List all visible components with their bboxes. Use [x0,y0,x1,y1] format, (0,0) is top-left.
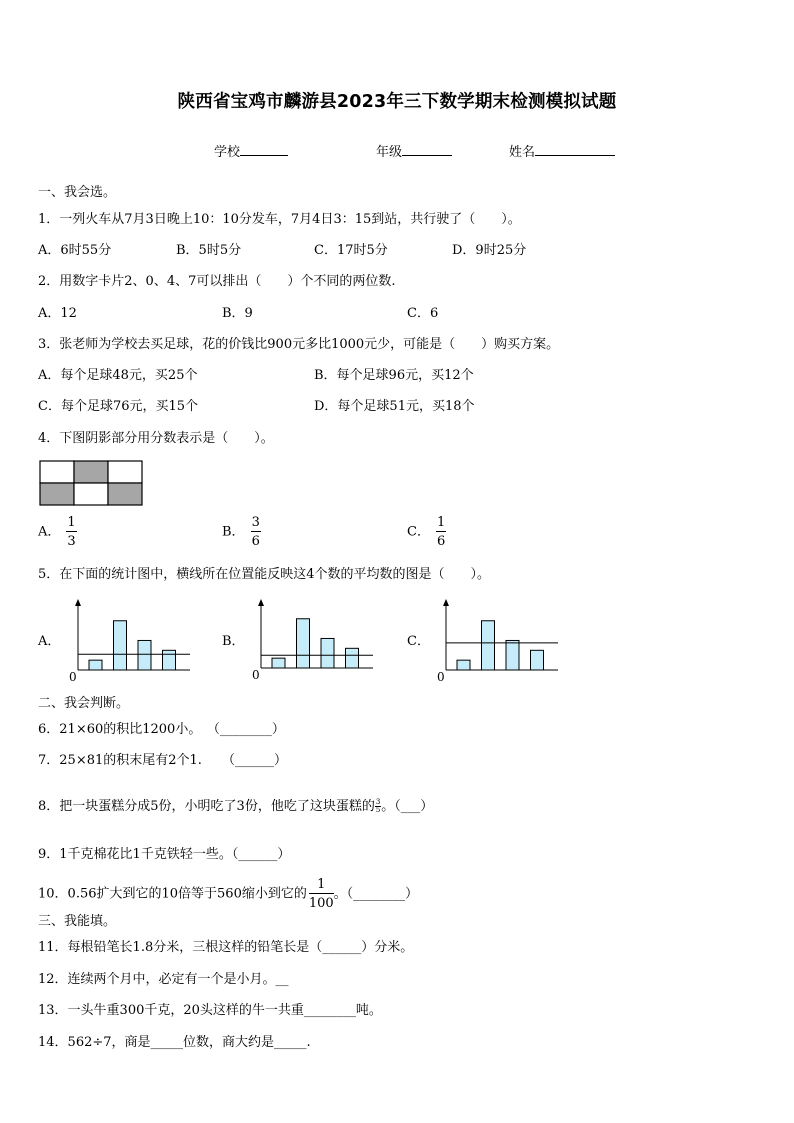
q3-option-d[interactable]: D．每个足球51元，买18个 [314,399,475,414]
q1-option-c[interactable]: C．17时5分 [314,243,388,258]
question-2: 2．用数字卡片2、0、4、7可以排出（ ）个不同的两位数. [38,274,396,289]
y-axis-arrow [75,599,81,606]
bar [482,621,495,670]
bar [138,640,151,670]
origin-label: 0 [69,670,77,682]
page-title: 陕西省宝鸡市麟游县2023年三下数学期末检测模拟试题 [177,92,617,112]
q4-b-label: B． [222,524,245,540]
grade-field[interactable] [376,141,452,160]
question-9: 9．1千克棉花比1千克铁轻一些。（______） [38,847,291,862]
q8-fraction: $\frac{3}{5}$ [375,798,381,814]
question-1: 1．一列火车从7月3日晚上10：10分发车，7月4日3：15到站，共行驶了（ ）。 [38,212,521,227]
q1-option-a[interactable]: A．6时55分 [38,243,112,258]
bar [346,648,359,668]
bar [321,638,334,668]
name-field[interactable] [509,141,615,160]
blank-cell [74,483,108,505]
q4-option-c[interactable] [407,516,446,548]
bar [163,650,176,670]
bar [114,621,127,670]
q5-option-b-label[interactable]: B． [222,634,245,649]
y-axis-arrow [443,599,449,606]
q7-answer-blank[interactable]: （______） [221,753,287,768]
question-7: 7．25×81的积末尾有2个1. （______） [38,753,287,768]
q4-c-fraction: $\frac{1}{6}$ [436,515,446,549]
school-blank[interactable] [240,142,288,156]
section-heading-judge: 二、我会判断。 [38,696,130,711]
bar [506,640,519,670]
shaded-cell [74,461,108,483]
q4-option-a[interactable] [38,516,77,548]
q1-option-b[interactable]: B．5时5分 [176,243,242,258]
q10-answer-blank[interactable]: 。（________） [333,886,419,902]
origin-label: 0 [252,668,260,682]
q1-option-d[interactable]: D．9时25分 [452,243,527,258]
q4-c-label: C． [407,524,430,540]
q5-chart-c[interactable] [434,598,564,682]
q10-fraction: $\frac{1}{100}$ [308,877,334,911]
q6-answer-blank[interactable]: （________） [213,722,285,737]
name-label: 姓名 [509,145,536,160]
question-4: 4．下图阴影部分用分数表示是（ ）。 [38,431,274,446]
bar [89,660,102,670]
q4-a-label: A． [38,524,61,540]
q3-option-a[interactable]: A．每个足球48元，买25个 [38,368,198,383]
q5-option-c-label[interactable]: C． [407,634,430,649]
q2-option-b[interactable]: B．9 [222,306,253,321]
blank-cell [108,461,142,483]
q8-answer-blank[interactable]: 。（___） [381,799,434,814]
q2-option-a[interactable]: A．12 [38,306,77,321]
bar [297,619,310,668]
grade-blank[interactable] [402,142,452,156]
school-field[interactable] [214,141,288,160]
question-13: 13．一头牛重300千克，20头这样的牛一共重________吨。 [38,1003,382,1018]
bar [272,658,285,668]
q2-option-c[interactable]: C．6 [407,306,439,321]
question-14: 14．562÷7，商是_____位数，商大约是_____. [38,1035,311,1050]
q5-option-a-label[interactable]: A． [38,634,61,649]
bar [531,650,544,670]
y-axis-arrow [258,599,264,606]
question-6: 6．21×60的积比1200小。 （________） [38,722,285,737]
q5-chart-b[interactable] [250,598,380,682]
question-3: 3．张老师为学校去买足球，花的价钱比900元多比1000元少，可能是（ ）购买方案。 [38,337,560,352]
question-8: 8．把一块蛋糕分成5份，小明吃了3份，他吃了这块蛋糕的 $\frac{3}{5}$ 。（___） [38,798,434,814]
q5-chart-a[interactable] [66,598,196,682]
q4-a-fraction: $\frac{1}{3}$ [67,515,76,549]
question-11: 11．每根铅笔长1.8分米，三根这样的铅笔长是（______）分米。 [38,940,414,955]
question-5: 5．在下面的统计图中，横线所在位置能反映这4个数的平均数的图是（ ）。 [38,567,491,582]
q4-b-fraction: $\frac{3}{6}$ [251,515,260,549]
q4-option-b[interactable] [222,516,261,548]
origin-label: 0 [437,670,445,682]
name-blank[interactable] [535,142,615,156]
section-heading-fill: 三、我能填。 [38,914,117,929]
question-10: 10．0.56扩大到它的10倍等于560缩小到它的 $\frac{1}{100}$ 。（________） [38,877,419,911]
fraction-grid-figure [39,460,143,506]
q3-option-b[interactable]: B．每个足球96元，买12个 [314,368,474,383]
q3-option-c[interactable]: C．每个足球76元，买15个 [38,399,199,414]
section-heading-choose: 一、我会选。 [38,185,117,200]
blank-cell [40,461,74,483]
shaded-cell [40,483,74,505]
bar [457,660,470,670]
shaded-cell [108,483,142,505]
school-label: 学校 [214,145,241,160]
question-12: 12．连续两个月中，必定有一个是小月。__ [38,972,289,987]
grade-label: 年级 [376,145,403,160]
